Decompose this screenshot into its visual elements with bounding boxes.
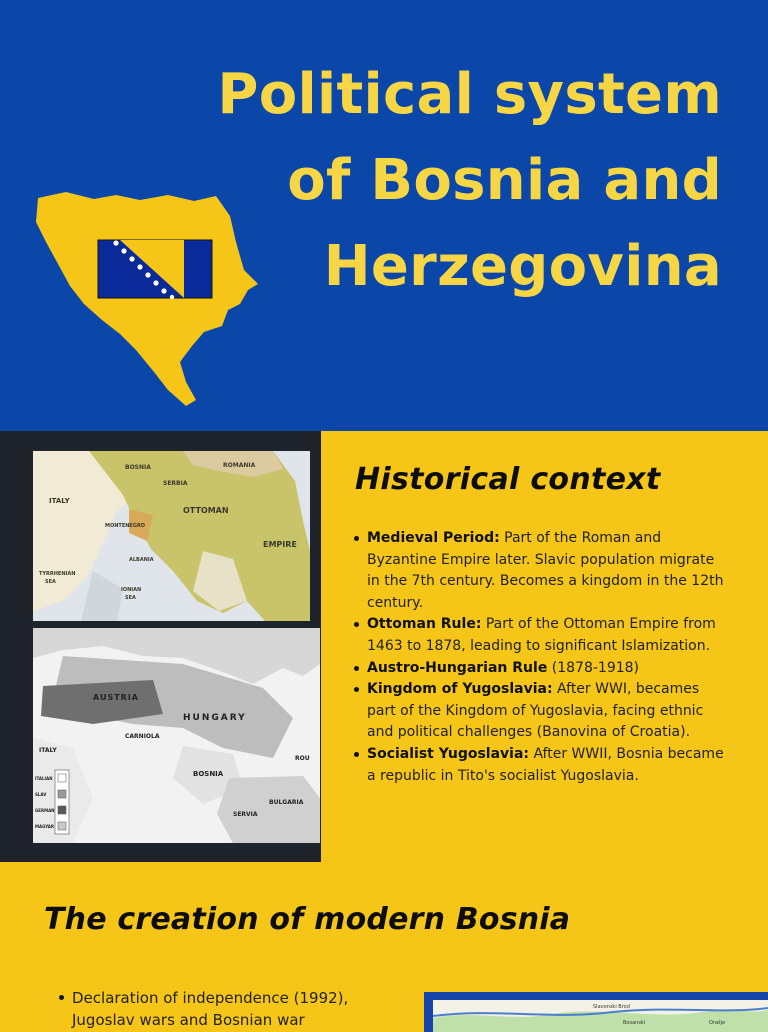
legend-label: GERMAN bbox=[35, 808, 55, 813]
ottoman-empire-map bbox=[33, 451, 310, 621]
modern-bosnia-map bbox=[433, 1000, 768, 1032]
item-term: Austro-Hungarian Rule bbox=[367, 659, 548, 676]
item-text: After WWI, becames part of the Kingdom of Yugoslavia, facing ethnic and political challenges (Banovina of Croatia). bbox=[367, 681, 704, 741]
map-label: Bosanski bbox=[623, 1020, 646, 1026]
item-term: Socialist Yugoslavia: bbox=[367, 745, 530, 762]
page-title: Political system of Bosnia and Herzegovina bbox=[217, 62, 722, 299]
creation-heading: The creation of modern Bosnia bbox=[44, 902, 571, 937]
map-label: BOSNIA bbox=[125, 464, 151, 471]
hero-section bbox=[0, 0, 768, 431]
list-item bbox=[367, 679, 731, 744]
map-label: OTTOMAN bbox=[183, 506, 229, 515]
historical-maps-panel bbox=[0, 431, 321, 862]
map-label: ITALY bbox=[39, 747, 57, 754]
map-label: BULGARIA bbox=[269, 799, 304, 806]
item-text: Part of the Ottoman Empire from 1463 to 1878, leading to significant Islamization. bbox=[367, 616, 716, 654]
map-label: TYRRHENIAN bbox=[39, 571, 76, 577]
map-label: Orašje bbox=[709, 1020, 726, 1026]
historical-context-list bbox=[367, 528, 731, 787]
map-label: Slavonski Brod bbox=[593, 1004, 630, 1010]
austro-hungarian-map bbox=[33, 628, 320, 843]
map-label: HUNGARY bbox=[183, 713, 247, 723]
legend-label: ITALIAN bbox=[35, 776, 53, 781]
map-label: EMPIRE bbox=[263, 540, 297, 549]
map-label: SEA bbox=[45, 579, 56, 585]
list-item bbox=[367, 614, 731, 657]
item-text: Part of the Roman and Byzantine Empire later. Slavic population migrate in the 7th century. Becomes a kingdom in the 12th century. bbox=[367, 530, 724, 611]
item-term: Ottoman Rule: bbox=[367, 616, 482, 633]
map-label: CARNIOLA bbox=[125, 733, 160, 740]
item-text: (1878-1918) bbox=[547, 659, 639, 676]
map-label: IONIAN bbox=[121, 587, 142, 593]
map-label: BOSNIA bbox=[193, 770, 224, 778]
map-label: ALBANIA bbox=[129, 557, 154, 563]
historical-context-heading: Historical context bbox=[355, 462, 661, 497]
list-item bbox=[367, 658, 731, 680]
legend-label: MAGYAR bbox=[35, 824, 54, 829]
map-label: AUSTRIA bbox=[93, 693, 139, 702]
map-label: SERVIA bbox=[233, 811, 258, 818]
item-text: After WWII, Bosnia became a republic in Tito's socialist Yugoslavia. bbox=[367, 745, 724, 784]
list-item: Declaration of independence (1992), Jugoslav wars and Bosnian war bbox=[72, 987, 402, 1031]
creation-list bbox=[72, 987, 402, 1031]
map-label: ITALY bbox=[49, 497, 70, 505]
map-label: ROMANIA bbox=[223, 462, 256, 469]
modern-bosnia-map-frame bbox=[424, 992, 768, 1032]
item-term: Medieval Period: bbox=[367, 530, 500, 546]
list-item bbox=[367, 528, 731, 614]
legend-label: SLAV bbox=[35, 792, 47, 797]
map-label: SEA bbox=[125, 595, 136, 601]
item-term: Kingdom of Yugoslavia: bbox=[367, 681, 553, 698]
map-label: MONTENEGRO bbox=[105, 523, 146, 529]
map-label: SERBIA bbox=[163, 480, 188, 487]
map-label: ROU bbox=[295, 755, 310, 762]
list-item bbox=[367, 744, 731, 787]
